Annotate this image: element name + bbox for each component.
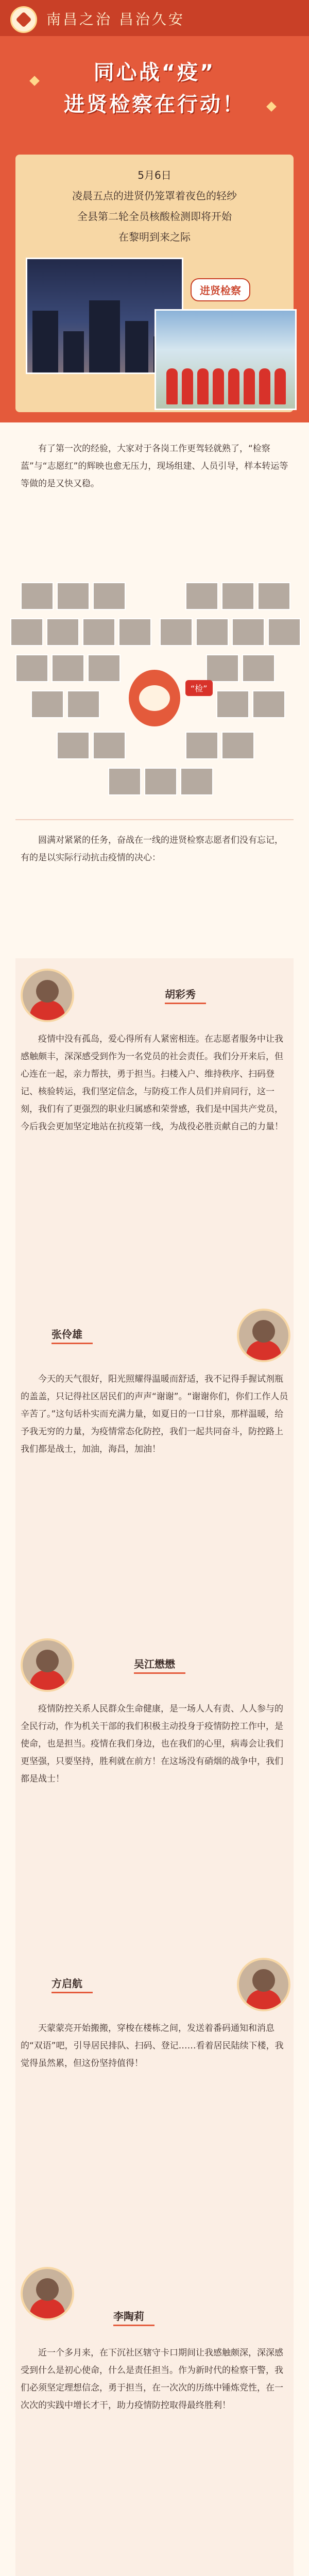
profile-name: 张伶雄 [52, 1328, 82, 1341]
volunteer-figure [228, 368, 239, 404]
collage-photo [252, 690, 285, 718]
building-silhouette [32, 311, 58, 372]
profile-card [21, 1958, 288, 2246]
determination-section [0, 814, 309, 958]
collage-photo [93, 582, 126, 610]
collage-photo [258, 582, 290, 610]
collage-photo [52, 654, 84, 682]
profile-card [21, 2267, 288, 2576]
collage-photo [67, 690, 100, 718]
intro-card [15, 155, 294, 412]
collage-photo [15, 654, 48, 682]
mascot-character [129, 670, 180, 726]
collage-photo [57, 582, 90, 610]
collage-photo [185, 732, 218, 759]
building-silhouette [89, 300, 120, 372]
profile-paragraph: 疫情中没有孤岛，爱心得所有人紧密相连。在志愿者服务中让我感触颇丰，深深感受到作为一名党员的社会责任。我们分开来后，但心连在一起，亲力帮扶，勇于担当。扫楼入户、维持秩序、扫码登记、核验转运，我们坚定信念，与防疫工作人员们并肩同行，这一刻，我们有了更强烈的职业归属感和荣誉感，我们是中国共产党员，今后我会更加坚定地站在抗疫第一线，为战役必胜贡献自己的力量！ [21, 1034, 283, 1132]
profile-name: 吴江懋懋 [134, 1658, 175, 1670]
title-line-1: 同心战“疫” [93, 61, 216, 84]
volunteer-profiles [0, 958, 309, 2576]
collage-photo [180, 768, 213, 795]
avatar [21, 1638, 74, 1692]
collage-photo [31, 690, 64, 718]
collage-photo [108, 768, 141, 795]
collage-photo [160, 618, 193, 646]
header-banner [0, 0, 309, 155]
intro-verse [15, 165, 294, 247]
collage-photo [268, 618, 301, 646]
body-paragraph: 有了第一次的经验，大家对于各岗工作更驾轻就熟了，“检察蓝”与“志愿红”的辉映也愈无压力，现场组建、人员引导，样本转运等等做的是又快又稳。 [21, 444, 288, 489]
name-underline [52, 1343, 93, 1344]
intro-section [0, 155, 309, 422]
collage-photo [196, 618, 229, 646]
avatar [237, 1309, 290, 1362]
volunteer-figure [213, 368, 224, 404]
volunteer-figure [182, 368, 193, 404]
collage-photo [206, 654, 239, 682]
collage-photo [21, 582, 54, 610]
volunteer-figure [259, 368, 270, 404]
page-title [0, 57, 309, 121]
profile-name: 李陶莉 [113, 2310, 144, 2323]
name-underline [52, 1992, 93, 1993]
avatar [237, 1958, 290, 2011]
collage-photo [118, 618, 151, 646]
volunteer-figure [274, 368, 286, 404]
building-silhouette [63, 331, 84, 372]
mascot-badge: “检” [185, 680, 213, 696]
profile-paragraph: 天蒙蒙亮开始搬搬，穿梭在楼栋之间，发送着番码通知和消息的“双语”吧，引导居民排队、扫码、登记……看着居民陆续下楼，我觉得虽然累，但这份坚持值得！ [21, 2023, 284, 2069]
divider [15, 819, 294, 820]
profile-card [21, 1638, 288, 1947]
collage-photo [144, 768, 177, 795]
profile-paragraph: 今天的天气很好，阳光照耀得温暖而舒适，我不记得手握试剂瓶的盖盖，只记得社区居民们的声声“谢谢”。“谢谢你们，你们工作人员辛苦了。”这句话朴实而充满力量，如夏日的一口甘泉，那样温暖，给予我无穷的力量，为疫情常态化防控，我们一起共同奋斗，防控路上我们都是战士，加油，海昌，加油！ [21, 1374, 288, 1454]
emblem-logo [10, 6, 37, 33]
name-underline [134, 1672, 185, 1674]
slogan-text: 南昌之治 昌治久安 [46, 11, 185, 28]
profile-card [21, 1309, 288, 1628]
title-line-2: 进贤检察在行动！ [64, 93, 245, 116]
collage-photo [46, 618, 79, 646]
volunteer-figure [166, 368, 178, 404]
avatar [21, 969, 74, 1022]
profile-name: 方启航 [52, 1977, 82, 1990]
profile-paragraph: 疫情防控关系人民群众生命健康，是一场人人有责、人人参与的全民行动，作为机关干部的我们积极主动投身于疫情防控工作中，是使命，也是担当。疫情在我们身边，也在我们的心里，病毒会让我们更坚强，只要坚持，胜利就在前方！在这场没有硝烟的战争中，我们都是战士！ [21, 1704, 283, 1784]
collage-photo [57, 732, 90, 759]
collage-photo [232, 618, 265, 646]
collage-photo [82, 618, 115, 646]
avatar [21, 2267, 74, 2320]
team-photo [154, 309, 297, 410]
profile-card [21, 969, 288, 1288]
collage-photo [216, 690, 249, 718]
name-underline [113, 2325, 154, 2326]
verse-line: 5月6日 [138, 169, 171, 181]
collage-photo [221, 582, 254, 610]
collage-photo [10, 618, 43, 646]
photo-collage [0, 577, 309, 814]
profile-paragraph: 近一个多月来，在下沉社区辖守卡口期间让我感触颇深，深深感受到什么是初心使命，什么是责任担当。作为新时代的检察干警，我们必须坚定理想信念，勇于担当，在一次次的历练中锤炼党性，在一次次的实践中增长才干，助力疫情防控取得最终胜利！ [21, 2348, 283, 2411]
verse-line: 在黎明到来之际 [118, 231, 191, 243]
collage-photo [221, 732, 254, 759]
volunteer-figure [244, 368, 255, 404]
verse-line: 凌晨五点的进贤仍笼罩着夜色的轻纱 [72, 190, 237, 202]
collage-photo [242, 654, 275, 682]
collage-photo [93, 732, 126, 759]
verse-line: 全县第二轮全员核酸检测即将开始 [77, 210, 232, 223]
body-paragraph: 圆满对紧紧的任务，奋战在一线的进贤检察志愿者们没有忘记，有的是以实际行动抗击疫情的决心： [21, 835, 283, 863]
name-underline [165, 1003, 206, 1004]
collage-photo [88, 654, 121, 682]
volunteer-figure [197, 368, 209, 404]
experience-section [0, 422, 309, 577]
collage-photo [185, 582, 218, 610]
profile-name: 胡彩秀 [165, 988, 196, 1001]
building-silhouette [125, 321, 148, 372]
brand-sticker: 进贤检察 [191, 278, 250, 301]
